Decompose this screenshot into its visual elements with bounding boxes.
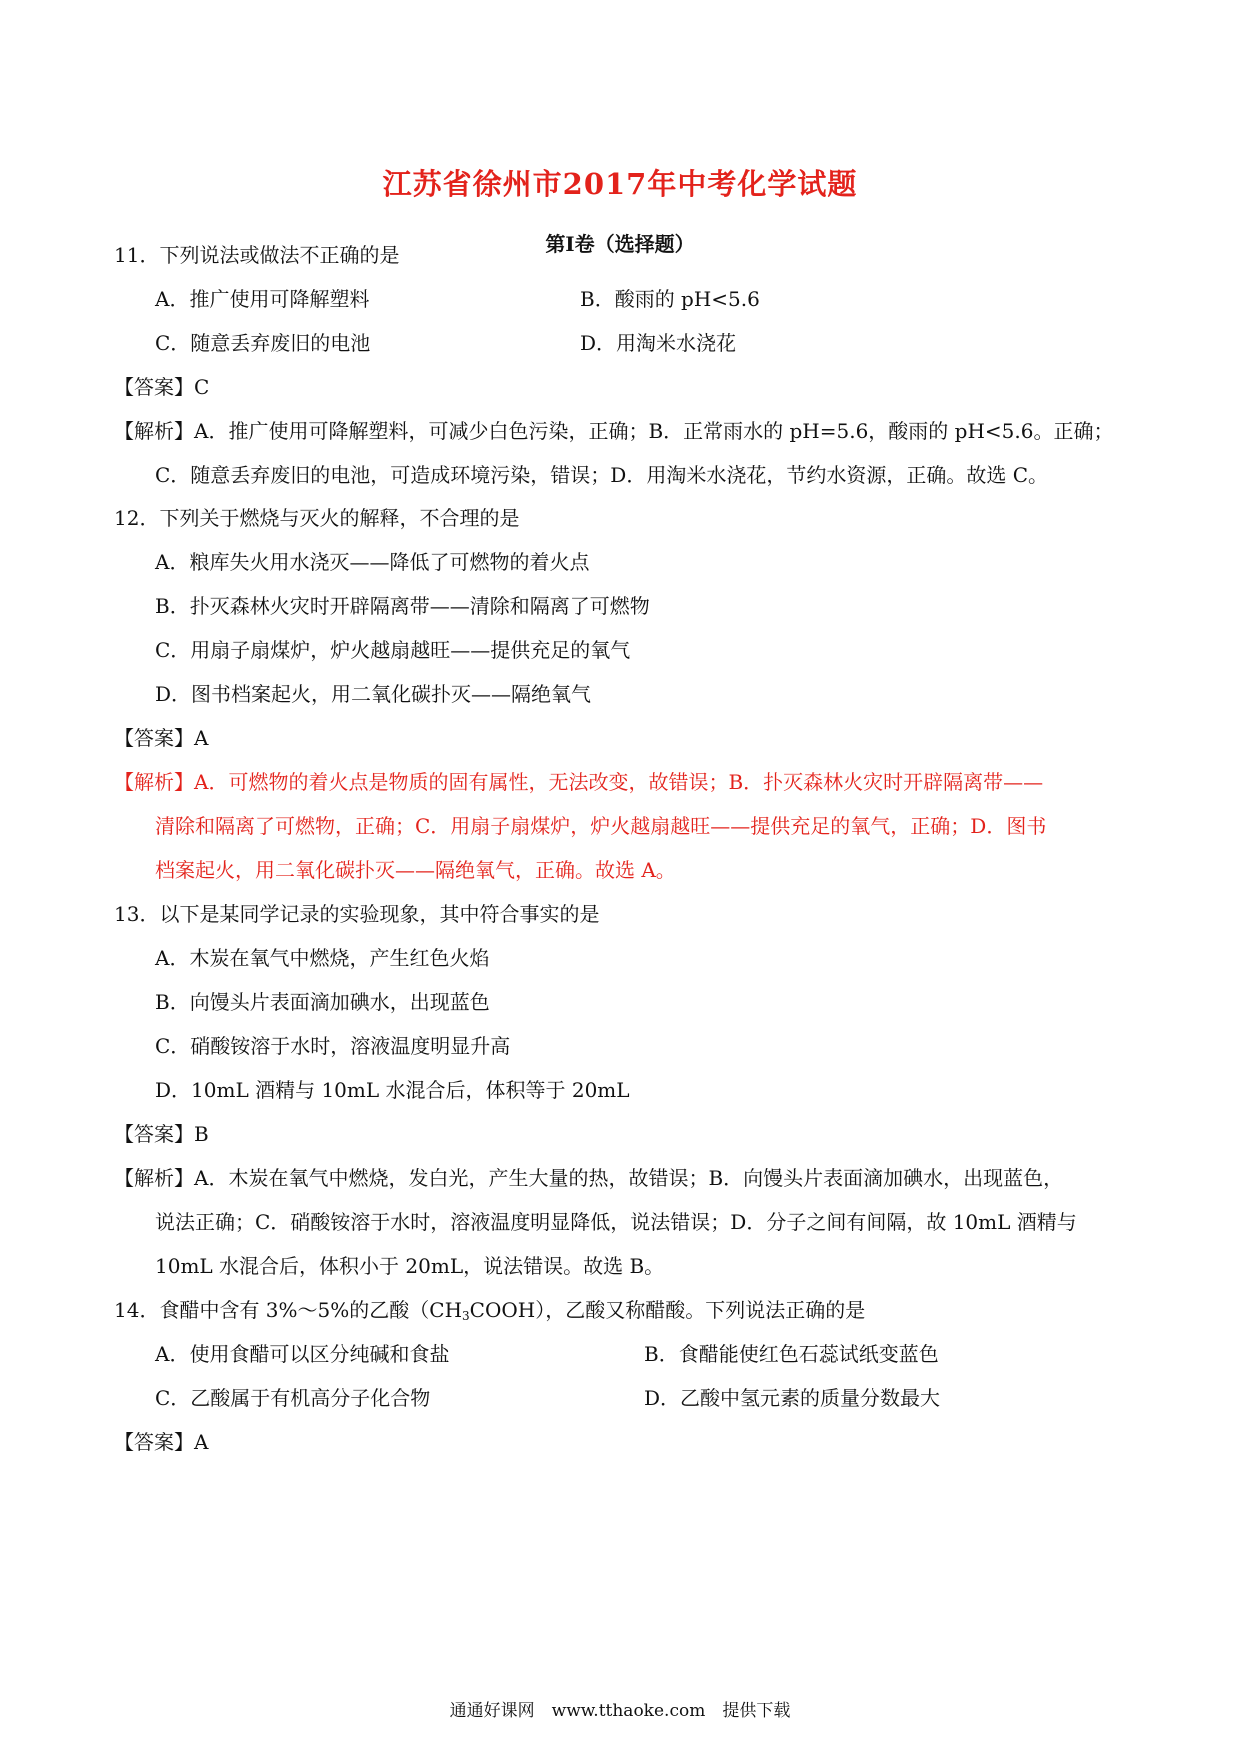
question-12-explanation-line-1: 【解析】A．可燃物的着火点是物质的固有属性，无法改变，故错误；B．扑灭森林火灾时开辟隔离带—— bbox=[114, 770, 1044, 794]
question-11-answer: 【答案】C bbox=[114, 375, 210, 399]
question-12-explanation-line-3: 档案起火，用二氧化碳扑灭——隔绝氧气，正确。故选 A。 bbox=[155, 858, 676, 882]
question-14-stem bbox=[114, 1295, 865, 1331]
question-12-explanation-line-2: 清除和隔离了可燃物，正确；C．用扇子扇煤炉，炉火越扇越旺——提供充足的氧气，正确；D．图书 bbox=[155, 814, 1047, 838]
question-14-option-d: D．乙酸中氢元素的质量分数最大 bbox=[644, 1386, 941, 1410]
question-13-explanation-line-3: 10mL 水混合后，体积小于 20mL，说法错误。故选 B。 bbox=[155, 1254, 665, 1278]
question-12-option-b: B．扑灭森林火灾时开辟隔离带——清除和隔离了可燃物 bbox=[155, 594, 650, 618]
question-11-explanation-line-1: 【解析】A．推广使用可降解塑料，可减少白色污染，正确；B．正常雨水的 pH=5.6，酸雨的 pH<5.6。正确； bbox=[114, 419, 1114, 443]
page-footer: 通通好课网 www.tthaoke.com 提供下载 bbox=[449, 1701, 791, 1721]
question-12-stem: 12．下列关于燃烧与灭火的解释，不合理的是 bbox=[114, 506, 520, 530]
question-13-option-a: A．木炭在氧气中燃烧，产生红色火焰 bbox=[155, 946, 490, 970]
question-12-option-d: D．图书档案起火，用二氧化碳扑灭——隔绝氧气 bbox=[155, 682, 592, 706]
question-13-stem: 13．以下是某同学记录的实验现象，其中符合事实的是 bbox=[114, 902, 600, 926]
question-13-option-b: B．向馒头片表面滴加碘水，出现蓝色 bbox=[155, 990, 490, 1014]
question-11-option-a: A．推广使用可降解塑料 bbox=[155, 287, 370, 311]
question-14-stem-part-1: 14．食醋中含有 3%～5%的乙酸（CH bbox=[114, 1298, 463, 1322]
exam-title: 江苏省徐州市2017年中考化学试题 bbox=[382, 167, 858, 201]
section-heading: 第Ⅰ卷（选择题） bbox=[545, 232, 695, 256]
question-14-option-a: A．使用食醋可以区分纯碱和食盐 bbox=[155, 1342, 450, 1366]
question-11-option-d: D．用淘米水浇花 bbox=[580, 331, 737, 355]
question-14-option-b: B．食醋能使红色石蕊试纸变蓝色 bbox=[644, 1342, 939, 1366]
question-13-explanation-line-2: 说法正确；C．硝酸铵溶于水时，溶液温度明显降低，说法错误；D．分子之间有间隔，故 10mL 酒精与 bbox=[155, 1210, 1077, 1234]
question-13-answer: 【答案】B bbox=[114, 1122, 209, 1146]
question-13-option-c: C．硝酸铵溶于水时，溶液温度明显升高 bbox=[155, 1034, 511, 1058]
formula-subscript: 3 bbox=[462, 1309, 470, 1323]
question-13-explanation-line-1: 【解析】A．木炭在氧气中燃烧，发白光，产生大量的热，故错误；B．向馒头片表面滴加碘水，出现蓝色， bbox=[114, 1166, 1064, 1190]
question-14-option-c: C．乙酸属于有机高分子化合物 bbox=[155, 1386, 431, 1410]
question-14-stem-part-2: COOH），乙酸又称醋酸。下列说法正确的是 bbox=[469, 1298, 866, 1322]
question-11-option-c: C．随意丢弃废旧的电池 bbox=[155, 331, 371, 355]
question-12-option-a: A．粮库失火用水浇灭——降低了可燃物的着火点 bbox=[155, 550, 590, 574]
question-14-answer: 【答案】A bbox=[114, 1430, 209, 1454]
question-12-option-c: C．用扇子扇煤炉，炉火越扇越旺——提供充足的氧气 bbox=[155, 638, 631, 662]
question-12-answer: 【答案】A bbox=[114, 726, 209, 750]
question-13-option-d: D．10mL 酒精与 10mL 水混合后，体积等于 20mL bbox=[155, 1078, 630, 1102]
question-11-option-b: B．酸雨的 pH<5.6 bbox=[580, 287, 760, 311]
question-11-stem: 11．下列说法或做法不正确的是 bbox=[114, 243, 400, 267]
question-11-explanation-line-2: C．随意丢弃废旧的电池，可造成环境污染，错误；D．用淘米水浇花，节约水资源，正确。故选 C。 bbox=[155, 463, 1048, 487]
